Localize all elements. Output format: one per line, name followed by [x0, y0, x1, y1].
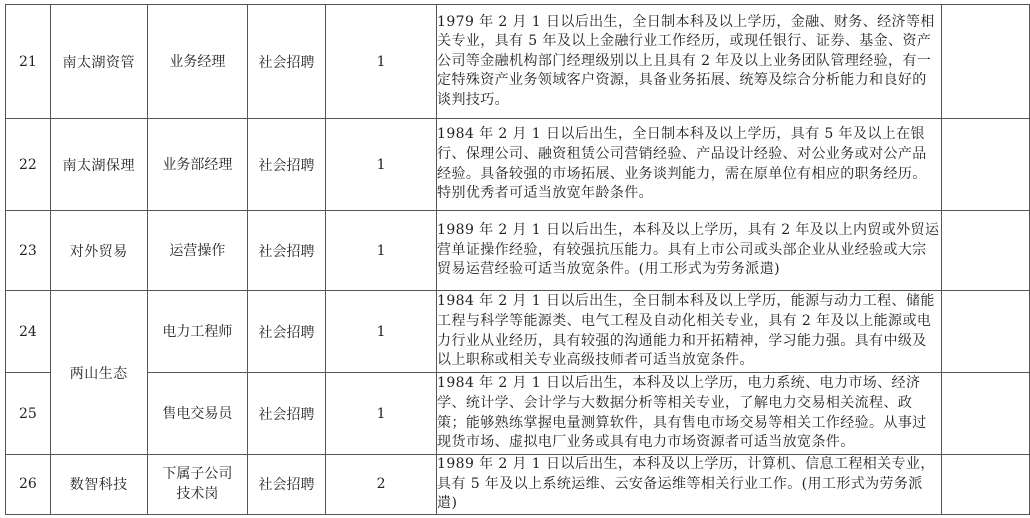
post-cell: 电力工程师 [147, 291, 247, 373]
row-number: 21 [6, 5, 51, 119]
remark-cell [941, 455, 1029, 515]
recruit-method-cell: 社会招聘 [247, 5, 325, 119]
post-line: 下属子公司 [162, 466, 233, 483]
post-cell: 业务部经理 [147, 119, 247, 211]
post-cell: 运营操作 [147, 211, 247, 291]
post-cell: 售电交易员 [147, 373, 247, 455]
recruit-method-cell: 社会招聘 [247, 211, 325, 291]
table-row [6, 373, 1030, 455]
row-number: 23 [6, 211, 51, 291]
table-row [6, 291, 1030, 373]
recruit-method-cell: 社会招聘 [247, 119, 325, 211]
headcount-cell: 1 [326, 119, 437, 211]
recruitment-table [5, 4, 1030, 515]
table-row [6, 119, 1030, 211]
unit-cell: 数智科技 [50, 455, 147, 515]
requirement-cell: 1984 年 2 月 1 日以后出生，全日制本科及以上学历，能源与动力工程、储能工程与科学等能源类、电气工程及自动化相关专业，具有 2 年及以上能源或电力行业从业经历，具有较强的沟通能力和开拓精神，学习能力强。具有中级及以上职称或相关专业高级技师者可适当放宽条件。 [437, 291, 942, 373]
table-row [6, 5, 1030, 119]
row-number: 24 [6, 291, 51, 373]
headcount-cell: 1 [326, 211, 437, 291]
unit-cell: 对外贸易 [50, 211, 147, 291]
remark-cell [941, 291, 1029, 373]
headcount-cell: 1 [326, 373, 437, 455]
unit-cell: 两山生态 [50, 291, 147, 455]
headcount-cell: 1 [326, 291, 437, 373]
recruit-method-cell: 社会招聘 [247, 455, 325, 515]
post-line: 技术岗 [176, 486, 219, 503]
row-number: 25 [6, 373, 51, 455]
requirement-cell: 1979 年 2 月 1 日以后出生，全日制本科及以上学历，金融、财务、经济等相关专业，具有 5 年及以上金融行业工作经历，或现任银行、证券、基金、资产公司等金融机构部门经理级别以上且具有 2 年及以上业务团队管理经验，有一定特殊资产业务领域客户资源，具备业务拓展、统筹及综合分析能力和良好的谈判技巧。 [437, 5, 942, 119]
row-number: 26 [6, 455, 51, 515]
post-cell: 业务经理 [147, 5, 247, 119]
table-row [6, 211, 1030, 291]
remark-cell [941, 5, 1029, 119]
unit-cell: 南太湖保理 [50, 119, 147, 211]
row-number: 22 [6, 119, 51, 211]
recruit-method-cell: 社会招聘 [247, 373, 325, 455]
post-cell [147, 455, 247, 515]
headcount-cell: 2 [326, 455, 437, 515]
remark-cell [941, 373, 1029, 455]
requirement-cell: 1984 年 2 月 1 日以后出生，本科及以上学历，电力系统、电力市场、经济学、统计学、会计学与大数据分析等相关专业，了解电力交易相关流程、政策；能够熟练掌握电量测算软件，具有售电市场交易等相关工作经验。从事过现货市场、虚拟电厂业务或具有电力市场资源者可适当放宽条件。 [437, 373, 942, 455]
requirement-cell: 1984 年 2 月 1 日以后出生，全日制本科及以上学历，具有 5 年及以上在银行、保理公司、融资租赁公司营销经验、产品设计经验、对公业务或对公产品经验。具备较强的市场拓展、业务谈判能力，需在原单位有相应的职务经历。特别优秀者可适当放宽年龄条件。 [437, 119, 942, 211]
requirement-cell: 1989 年 2 月 1 日以后出生，本科及以上学历，计算机、信息工程相关专业，具有 5 年及以上系统运维、云安备运维等相关行业工作。(用工形式为劳务派遣) [437, 455, 942, 515]
headcount-cell: 1 [326, 5, 437, 119]
remark-cell [941, 119, 1029, 211]
unit-cell: 南太湖资管 [50, 5, 147, 119]
table-row [6, 455, 1030, 515]
remark-cell [941, 211, 1029, 291]
recruit-method-cell: 社会招聘 [247, 291, 325, 373]
requirement-cell: 1989 年 2 月 1 日以后出生，本科及以上学历，具有 2 年及以上内贸或外贸运营单证操作经验，有较强抗压能力。具有上市公司或头部企业从业经验或大宗贸易运营经验可适当放宽条件。(用工形式为劳务派遣) [437, 211, 942, 291]
